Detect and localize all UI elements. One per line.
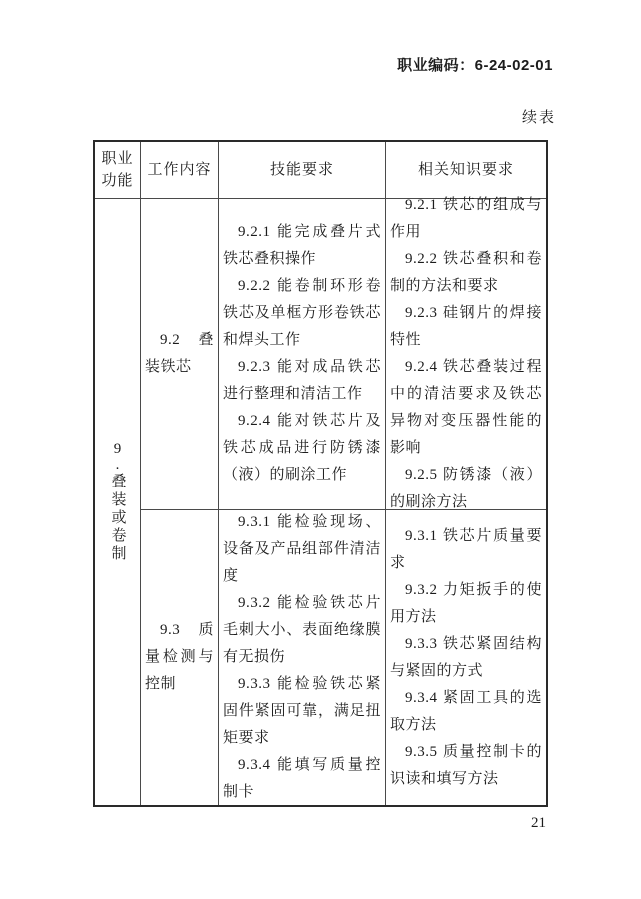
work-content-label: 9.3 质量检测与控制 [145, 622, 214, 692]
skill-item: 9.3.2 能检验铁芯片毛刺大小、表面绝缘膜有无损伤 [223, 595, 381, 665]
knowledge-cell [386, 510, 546, 805]
header-cell-skills: 技能要求 [219, 142, 386, 199]
work-content-cell [141, 199, 219, 510]
function-group-label [95, 441, 141, 563]
knowledge-item: 9.3.4 紧固工具的选取方法 [390, 689, 542, 733]
header-cell-work-content: 工作内容 [141, 142, 219, 199]
page-number: 21 [531, 815, 546, 831]
header-cell-knowledge: 相关知识要求 [386, 142, 546, 199]
header-cell-function: 职业功能 [95, 142, 141, 199]
occupation-code: 职业编码：6-24-02-01 [397, 57, 553, 74]
skill-item: 9.3.1 能检验现场、设备及产品组部件清洁度 [223, 514, 381, 584]
skills-cell [219, 199, 386, 510]
skill-item: 9.2.1 能完成叠片式铁芯叠积操作 [223, 224, 381, 267]
function-group-text: 叠装或卷制 [109, 473, 126, 563]
function-group-cell [95, 199, 141, 805]
requirements-table [93, 140, 548, 807]
knowledge-item: 9.2.3 硅钢片的焊接特性 [390, 305, 542, 348]
skill-item: 9.2.4 能对铁芯片及铁芯成品进行防锈漆（液）的刷涂工作 [223, 413, 381, 483]
knowledge-item: 9.3.1 铁芯片质量要求 [390, 527, 542, 571]
knowledge-item: 9.3.2 力矩扳手的使用方法 [390, 581, 542, 625]
continued-table-label: 续表 [521, 110, 556, 126]
function-group-number: 9. [109, 441, 126, 473]
skill-item: 9.2.2 能卷制环形卷铁芯及单框方形卷铁芯和焊头工作 [223, 278, 381, 348]
knowledge-item: 9.2.5 防锈漆（液）的刷涂方法 [390, 467, 542, 510]
work-content-label: 9.2 叠装铁芯 [145, 332, 214, 375]
knowledge-item: 9.2.2 铁芯叠积和卷制的方法和要求 [390, 251, 542, 294]
knowledge-item: 9.3.5 质量控制卡的识读和填写方法 [390, 743, 542, 787]
knowledge-cell [386, 199, 546, 510]
work-content-cell [141, 510, 219, 805]
skill-item: 9.2.3 能对成品铁芯进行整理和清洁工作 [223, 359, 381, 402]
skill-item: 9.3.3 能检验铁芯紧固件紧固可靠，满足扭矩要求 [223, 676, 381, 746]
knowledge-item: 9.2.4 铁芯叠装过程中的清洁要求及铁芯异物对变压器性能的影响 [390, 359, 542, 456]
knowledge-item: 9.3.3 铁芯紧固结构与紧固的方式 [390, 635, 542, 679]
skills-cell [219, 510, 386, 805]
skill-item: 9.3.4 能填写质量控制卡 [223, 757, 381, 800]
knowledge-item: 9.2.1 铁芯的组成与作用 [390, 197, 542, 240]
